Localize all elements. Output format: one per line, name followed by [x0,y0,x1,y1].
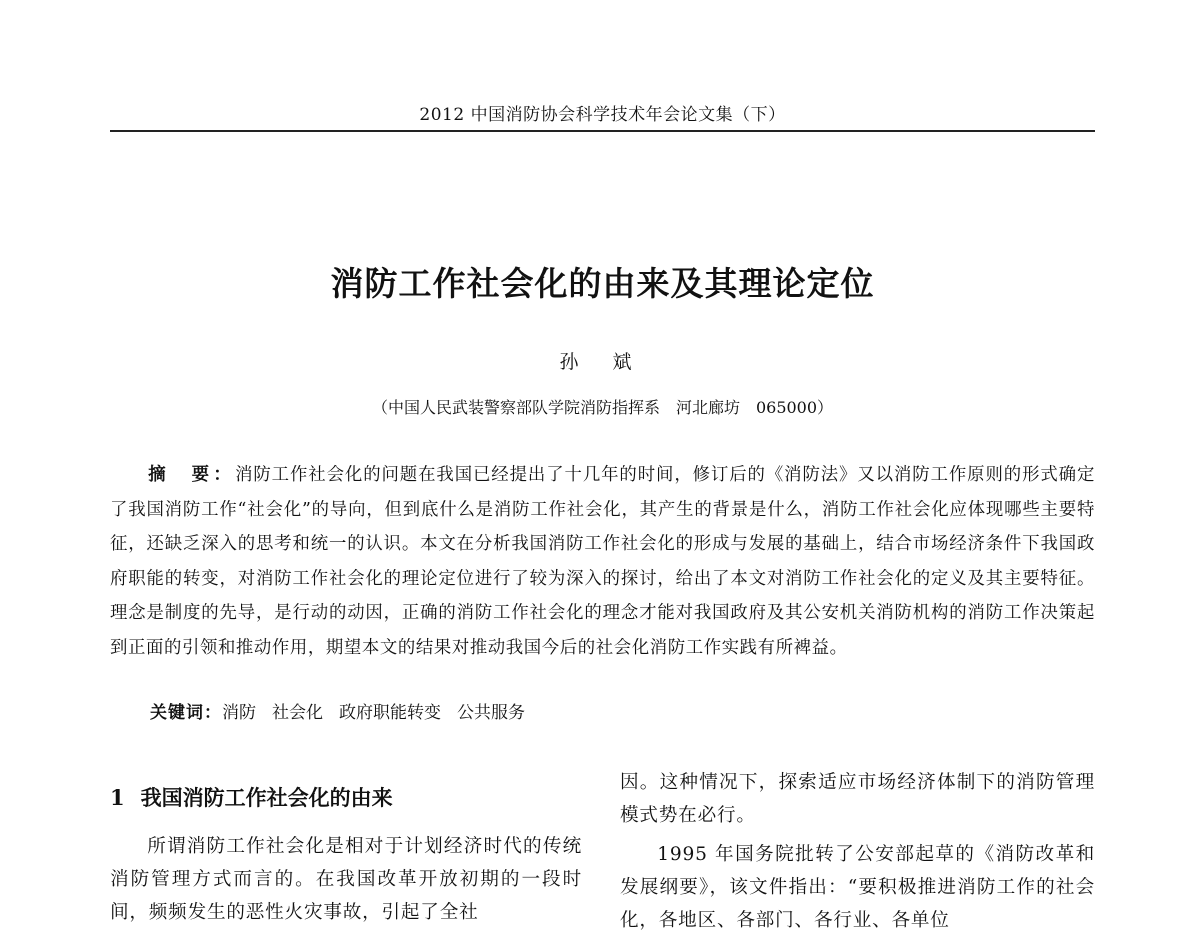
body-paragraph: 所谓消防工作社会化是相对于计划经济时代的传统消防管理方式而言的。在我国改革开放初期的一段时间，频频发生的恶性火灾事故，引起了全社 [110,836,582,923]
keywords [150,698,1095,723]
keyword-item: 政府职能转变 [339,703,441,723]
keywords-label: 关键词： [150,703,222,723]
paper-title: 消防工作社会化的由来及其理论定位 [330,264,875,303]
header-rule [110,130,1095,132]
running-header: 2012 中国消防协会科学技术年会论文集（下） [419,105,786,125]
body-paragraph-continued: 因。这种情况下，探索适应市场经济体制下的消防管理模式势在必行。 [620,772,1095,826]
keyword-item: 公共服务 [457,703,525,723]
keyword-item: 社会化 [272,703,323,723]
body-paragraph: 1995 年国务院批转了公安部起草的《消防改革和发展纲要》，该文件指出：“要积极推进消防工作的社会化，各地区、各部门、各行业、各单位 [620,844,1095,931]
keyword-item: 消防 [222,703,256,723]
author-name: 孙 斌 [559,351,646,373]
right-column [620,766,1095,937]
left-column [110,782,582,929]
section-number: 1 [110,785,125,810]
author-affiliation: （中国人民武装警察部队学院消防指挥系 河北廊坊 065000） [371,398,834,417]
abstract-label: 摘 要： [148,465,236,485]
abstract-text: 消防工作社会化的问题在我国已经提出了十几年的时间，修订后的《消防法》又以消防工作原则的形式确定了我国消防工作“社会化”的导向，但到底什么是消防工作社会化，其产生的背景是什么，消防工作社会化应体现哪些主要特征，还缺乏深入的思考和统一的认识。本文在分析我国消防工作社会化的形成与发展的基础上，结合市场经济条件下我国政府职能的转变，对消防工作社会化的理论定位进行了较为深入的探讨，给出了本文对消防工作社会化的定义及其主要特征。理念是制度的先导，是行动的动因，正确的消防工作社会化的理念才能对我国政府及其公安机关消防机构的消防工作决策起到正面的引领和推动作用，期望本文的结果对推动我国今后的社会化消防工作实践有所裨益。 [110,465,1095,658]
section-heading [110,782,582,812]
abstract [110,458,1095,665]
section-heading-text: 我国消防工作社会化的由来 [140,785,393,810]
